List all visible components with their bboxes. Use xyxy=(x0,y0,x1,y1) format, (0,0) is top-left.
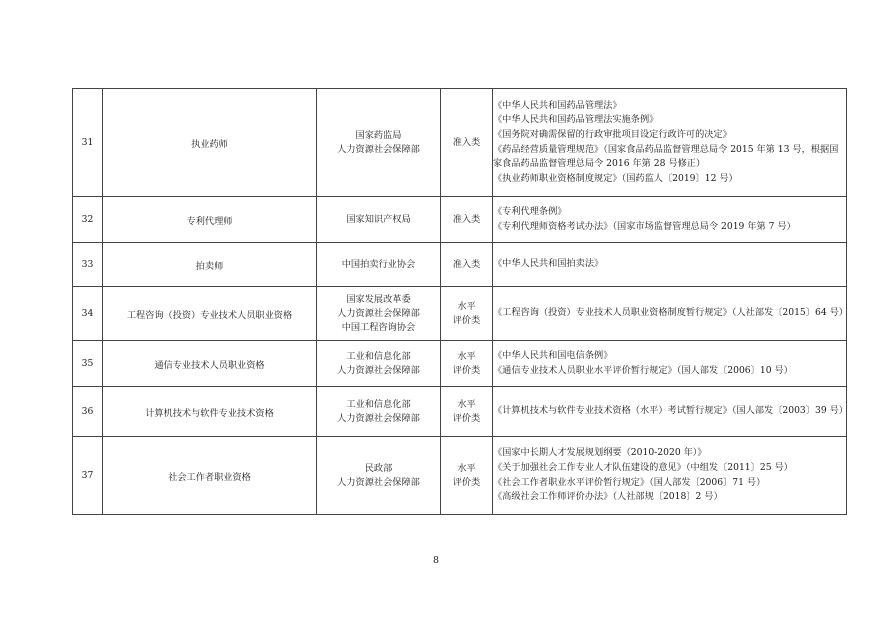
department-cell xyxy=(317,243,441,287)
legal-basis-line: 《专利代理条例》 xyxy=(493,205,567,217)
category-line: 评价类 xyxy=(452,476,481,488)
qualification-name: 工程咨询（投资）专业技术人员职业资格 xyxy=(103,287,317,341)
category-line: 评价类 xyxy=(452,412,481,424)
legal-basis-line: 《执业药师职业资格制度规定》（国药监人〔2019〕12 号） xyxy=(493,172,738,184)
department-line: 民政部 xyxy=(364,462,393,474)
row-number: 32 xyxy=(73,197,103,243)
qualification-name: 社会工作者职业资格 xyxy=(103,437,317,515)
page-number: 8 xyxy=(432,555,440,566)
table-row xyxy=(73,197,847,243)
qualification-name: 拍卖师 xyxy=(103,243,317,287)
department-line: 中国工程咨询协会 xyxy=(341,321,416,333)
category-line: 水平 xyxy=(457,350,476,362)
department-line: 人力资源社会保障部 xyxy=(337,364,420,376)
legal-basis-cell xyxy=(493,243,847,287)
legal-basis-line: 《计算机技术与软件专业技术资格（水平）考试暂行规定》（国人部发〔2003〕39 号） xyxy=(493,405,848,417)
category-line: 准入类 xyxy=(452,213,481,225)
department-line: 工业和信息化部 xyxy=(346,398,411,410)
legal-basis-line: 《中华人民共和国药品管理法实施条例》 xyxy=(493,114,659,126)
legal-basis-line: 《高级社会工作师评价办法》（人社部规〔2018〕2 号） xyxy=(493,491,723,503)
department-line: 人力资源社会保障部 xyxy=(337,412,420,424)
category-line: 水平 xyxy=(457,462,476,474)
legal-basis-line: 《社会工作者职业水平评价暂行规定》（国人部发〔2006〕71 号） xyxy=(493,476,766,488)
legal-basis-cell xyxy=(493,287,847,341)
category-line: 水平 xyxy=(457,300,476,312)
category-line: 评价类 xyxy=(452,364,481,376)
category-cell xyxy=(441,287,493,341)
legal-basis-line: 《专利代理师资格考试办法》（国家市场监督管理总局令 2019 年第 7 号） xyxy=(493,220,796,232)
legal-basis-line: 《中华人民共和国电信条例》 xyxy=(493,349,613,361)
legal-basis-cell xyxy=(493,437,847,515)
category-cell xyxy=(441,387,493,437)
table-row xyxy=(73,341,847,387)
legal-basis-cell xyxy=(493,89,847,197)
category-cell xyxy=(441,437,493,515)
department-line: 中国拍卖行业协会 xyxy=(341,258,416,270)
category-line: 评价类 xyxy=(452,314,481,326)
category-line: 准入类 xyxy=(452,136,481,148)
qualification-table xyxy=(72,88,847,515)
table-row xyxy=(73,89,847,197)
legal-basis-line: 《中华人民共和国药品管理法》 xyxy=(493,99,622,111)
department-line: 国家发展改革委 xyxy=(346,293,411,305)
legal-basis-cell xyxy=(493,197,847,243)
department-cell xyxy=(317,341,441,387)
legal-basis-cell xyxy=(493,341,847,387)
table-row xyxy=(73,387,847,437)
category-line: 水平 xyxy=(457,398,476,410)
qualification-name: 专利代理师 xyxy=(103,197,317,243)
department-cell xyxy=(317,387,441,437)
legal-basis-line: 《通信专业技术人员职业水平评价暂行规定》（国人部发〔2006〕10 号） xyxy=(493,364,793,376)
category-line: 准入类 xyxy=(452,258,481,270)
row-number: 31 xyxy=(73,89,103,197)
row-number: 37 xyxy=(73,437,103,515)
department-line: 国家知识产权局 xyxy=(346,213,411,225)
legal-basis-line: 《国务院对确需保留的行政审批项目设定行政许可的决定》 xyxy=(493,128,732,140)
row-number: 35 xyxy=(73,341,103,387)
qualification-name: 执业药师 xyxy=(103,89,317,197)
qualification-name: 通信专业技术人员职业资格 xyxy=(103,341,317,387)
table-body xyxy=(73,89,847,515)
category-cell xyxy=(441,197,493,243)
category-cell xyxy=(441,341,493,387)
legal-basis-line: 《工程咨询（投资）专业技术人员职业资格制度暂行规定》（人社部发〔2015〕64 号） xyxy=(493,307,848,319)
department-line: 人力资源社会保障部 xyxy=(337,476,420,488)
department-line: 工业和信息化部 xyxy=(346,350,411,362)
qualification-name: 计算机技术与软件专业技术资格 xyxy=(103,387,317,437)
legal-basis-line: 《关于加强社会工作专业人才队伍建设的意见》（中组发〔2011〕25 号） xyxy=(493,461,793,473)
legal-basis-line: 《中华人民共和国拍卖法》 xyxy=(493,258,604,270)
department-cell xyxy=(317,197,441,243)
table-row xyxy=(73,437,847,515)
department-cell xyxy=(317,89,441,197)
legal-basis-line: 《药品经营质量管理规范》（国家食品药品监督管理总局令 2015 年第 13 号，根据国家食品药品监督管理总局令 2016 年第 28 号修正） xyxy=(493,143,839,170)
row-number: 34 xyxy=(73,287,103,341)
row-number: 33 xyxy=(73,243,103,287)
table-row xyxy=(73,287,847,341)
legal-basis-cell xyxy=(493,387,847,437)
legal-basis-line: 《国家中长期人才发展规划纲要（2010-2020 年）》 xyxy=(493,447,707,459)
department-line: 国家药监局 xyxy=(355,129,402,141)
department-line: 人力资源社会保障部 xyxy=(337,143,420,155)
category-cell xyxy=(441,89,493,197)
department-line: 人力资源社会保障部 xyxy=(337,307,420,319)
table-row xyxy=(73,243,847,287)
row-number: 36 xyxy=(73,387,103,437)
category-cell xyxy=(441,243,493,287)
department-cell xyxy=(317,437,441,515)
department-cell xyxy=(317,287,441,341)
